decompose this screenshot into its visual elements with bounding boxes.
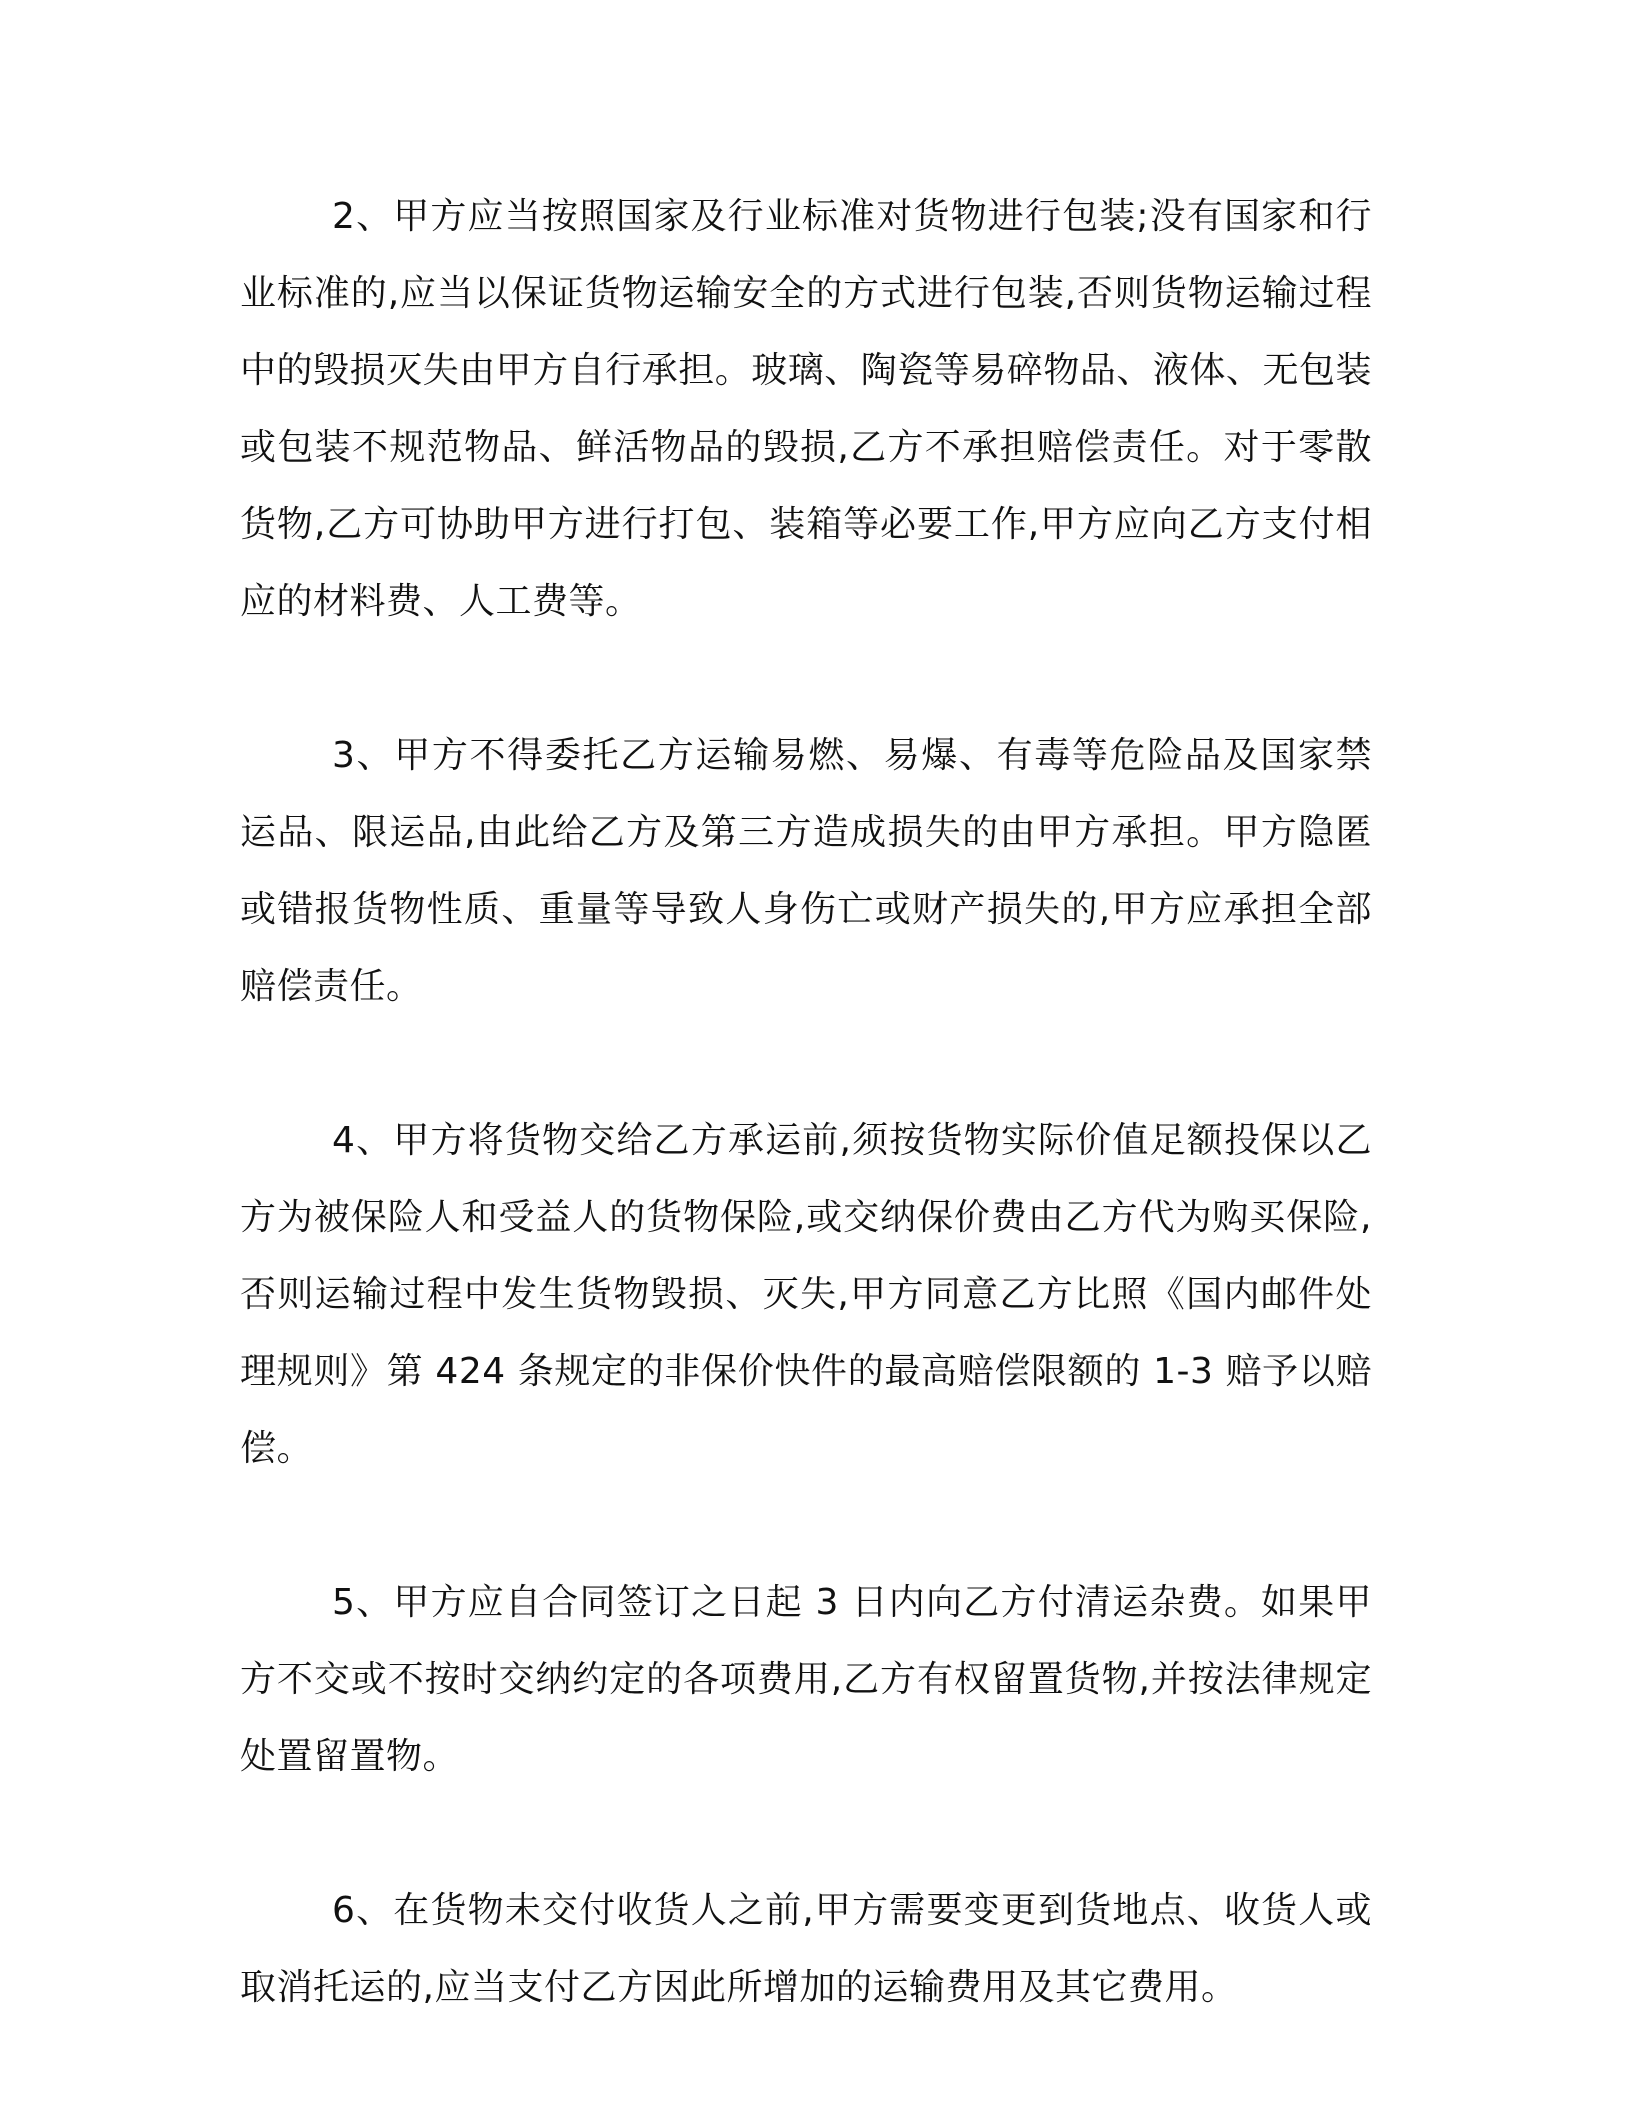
clause-6-paragraph: 6、在货物未交付收货人之前,甲方需要变更到货地点、收货人或取消托运的,应当支付乙方因此所增加的运输费用及其它费用。 [240,1890,1372,2008]
clause-4-paragraph: 4、甲方将货物交给乙方承运前,须按货物实际价值足额投保以乙方为被保险人和受益人的货物保险,或交纳保价费由乙方代为购买保险,否则运输过程中发生货物毁损、灭失,甲方同意乙方比照《国内邮件处理规则》第 424 条规定的非保价快件的最高赔偿限额的 1-3 赔予以赔偿。 [240,1120,1372,1469]
document-body [240,178,1372,2026]
clause-2-paragraph: 2、甲方应当按照国家及行业标准对货物进行包装;没有国家和行业标准的,应当以保证货物运输安全的方式进行包装,否则货物运输过程中的毁损灭失由甲方自行承担。玻璃、陶瓷等易碎物品、液体、无包装或包装不规范物品、鲜活物品的毁损,乙方不承担赔偿责任。对于零散货物,乙方可协助甲方进行打包、装箱等必要工作,甲方应向乙方支付相应的材料费、人工费等。 [240,196,1372,622]
clause-5-paragraph: 5、甲方应自合同签订之日起 3 日内向乙方付清运杂费。如果甲方不交或不按时交纳约定的各项费用,乙方有权留置货物,并按法律规定处置留置物。 [240,1582,1372,1777]
clause-3-paragraph: 3、甲方不得委托乙方运输易燃、易爆、有毒等危险品及国家禁运品、限运品,由此给乙方及第三方造成损失的由甲方承担。甲方隐匿或错报货物性质、重量等导致人身伤亡或财产损失的,甲方应承担全部赔偿责任。 [240,735,1372,1007]
